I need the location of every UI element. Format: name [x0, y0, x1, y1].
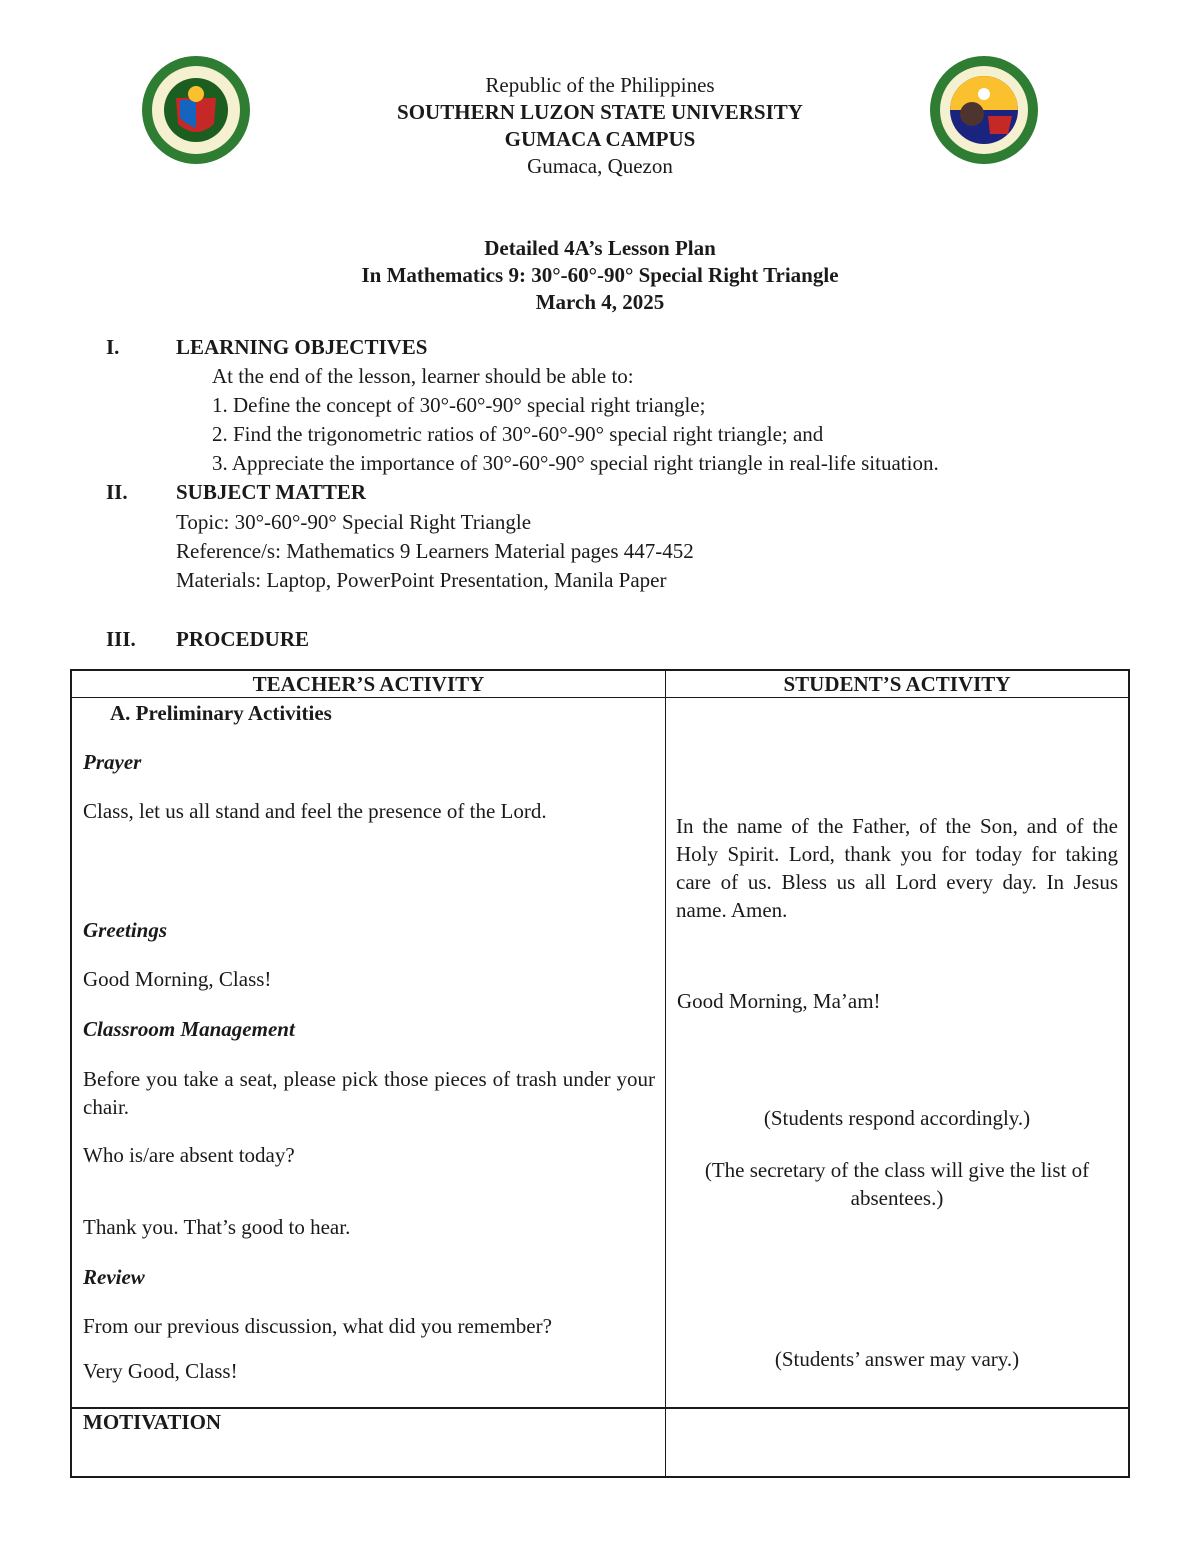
table-border-top: [70, 669, 1130, 671]
table-header-divider: [70, 697, 1130, 698]
university-name: SOUTHERN LUZON STATE UNIVERSITY: [397, 100, 803, 124]
very-good-teacher-text: Very Good, Class!: [83, 1359, 238, 1383]
table-border-right: [1128, 669, 1130, 1478]
objective-item: 3. Appreciate the importance of 30°-60°-90° special right triangle in real-life situation.: [212, 451, 939, 475]
review-student-text: (Students’ answer may vary.): [774, 1347, 1020, 1371]
objective-item: 1. Define the concept of 30°-60°-90° special right triangle;: [212, 393, 706, 417]
prayer-heading: Prayer: [83, 750, 142, 774]
procedure-numeral: III.: [106, 627, 136, 651]
subject-heading: SUBJECT MATTER: [176, 480, 367, 504]
classroom-teacher-text: Before you take a seat, please pick those pieces of trash under your chair.: [83, 1067, 655, 1119]
objectives-heading: LEARNING OBJECTIVES: [176, 335, 428, 359]
subject-numeral: II.: [106, 480, 128, 504]
subject-topic: Topic: 30°-60°-90° Special Right Triangle: [176, 510, 532, 534]
objective-item: 2. Find the trigonometric ratios of 30°-60°-90° special right triangle; and: [212, 422, 824, 446]
campus-location: Gumaca, Quezon: [527, 154, 673, 178]
absent-teacher-text: Who is/are absent today?: [83, 1143, 295, 1167]
objectives-numeral: I.: [106, 335, 120, 359]
lesson-plan-title: Detailed 4A’s Lesson Plan: [484, 236, 716, 260]
thanks-teacher-text: Thank you. That’s good to hear.: [83, 1215, 351, 1239]
subject-materials: Materials: Laptop, PowerPoint Presentation, Manila Paper: [176, 568, 667, 592]
lesson-plan-date: March 4, 2025: [535, 290, 665, 314]
review-heading: Review: [83, 1265, 145, 1289]
prayer-teacher-text: Class, let us all stand and feel the presence of the Lord.: [83, 799, 547, 823]
procedure-heading: PROCEDURE: [176, 627, 310, 651]
republic-line: Republic of the Philippines: [485, 73, 715, 97]
table-border-bottom: [70, 1476, 1130, 1478]
teacher-activity-header: TEACHER’S ACTIVITY: [252, 672, 485, 696]
table-border-left: [70, 669, 72, 1478]
classroom-management-heading: Classroom Management: [83, 1017, 295, 1041]
motivation-heading: MOTIVATION: [83, 1410, 222, 1434]
prayer-student-text: In the name of the Father, of the Son, and of the Holy Spirit. Lord, thank you for today for taking care of us. Bless us all Lord every day. In Jesus name. Amen.: [676, 814, 1118, 922]
review-teacher-text: From our previous discussion, what did you remember?: [83, 1314, 552, 1338]
greetings-heading: Greetings: [83, 918, 167, 942]
greetings-student-text: Good Morning, Ma’am!: [677, 989, 881, 1013]
subject-reference: Reference/s: Mathematics 9 Learners Material pages 447-452: [176, 539, 694, 563]
objectives-intro: At the end of the lesson, learner should be able to:: [212, 364, 634, 388]
campus-name: GUMACA CAMPUS: [504, 127, 696, 151]
lesson-plan-subject: In Mathematics 9: 30°-60°-90° Special Right Triangle: [361, 263, 839, 287]
classroom-student-text: (Students respond accordingly.): [763, 1106, 1031, 1130]
greetings-teacher-text: Good Morning, Class!: [83, 967, 272, 991]
student-activity-header: STUDENT’S ACTIVITY: [783, 672, 1011, 696]
table-row-divider: [70, 1407, 1130, 1409]
absent-student-text: (The secretary of the class will give the list of absentees.): [704, 1158, 1090, 1210]
section-preliminary-activities: A. Preliminary Activities: [110, 701, 332, 725]
